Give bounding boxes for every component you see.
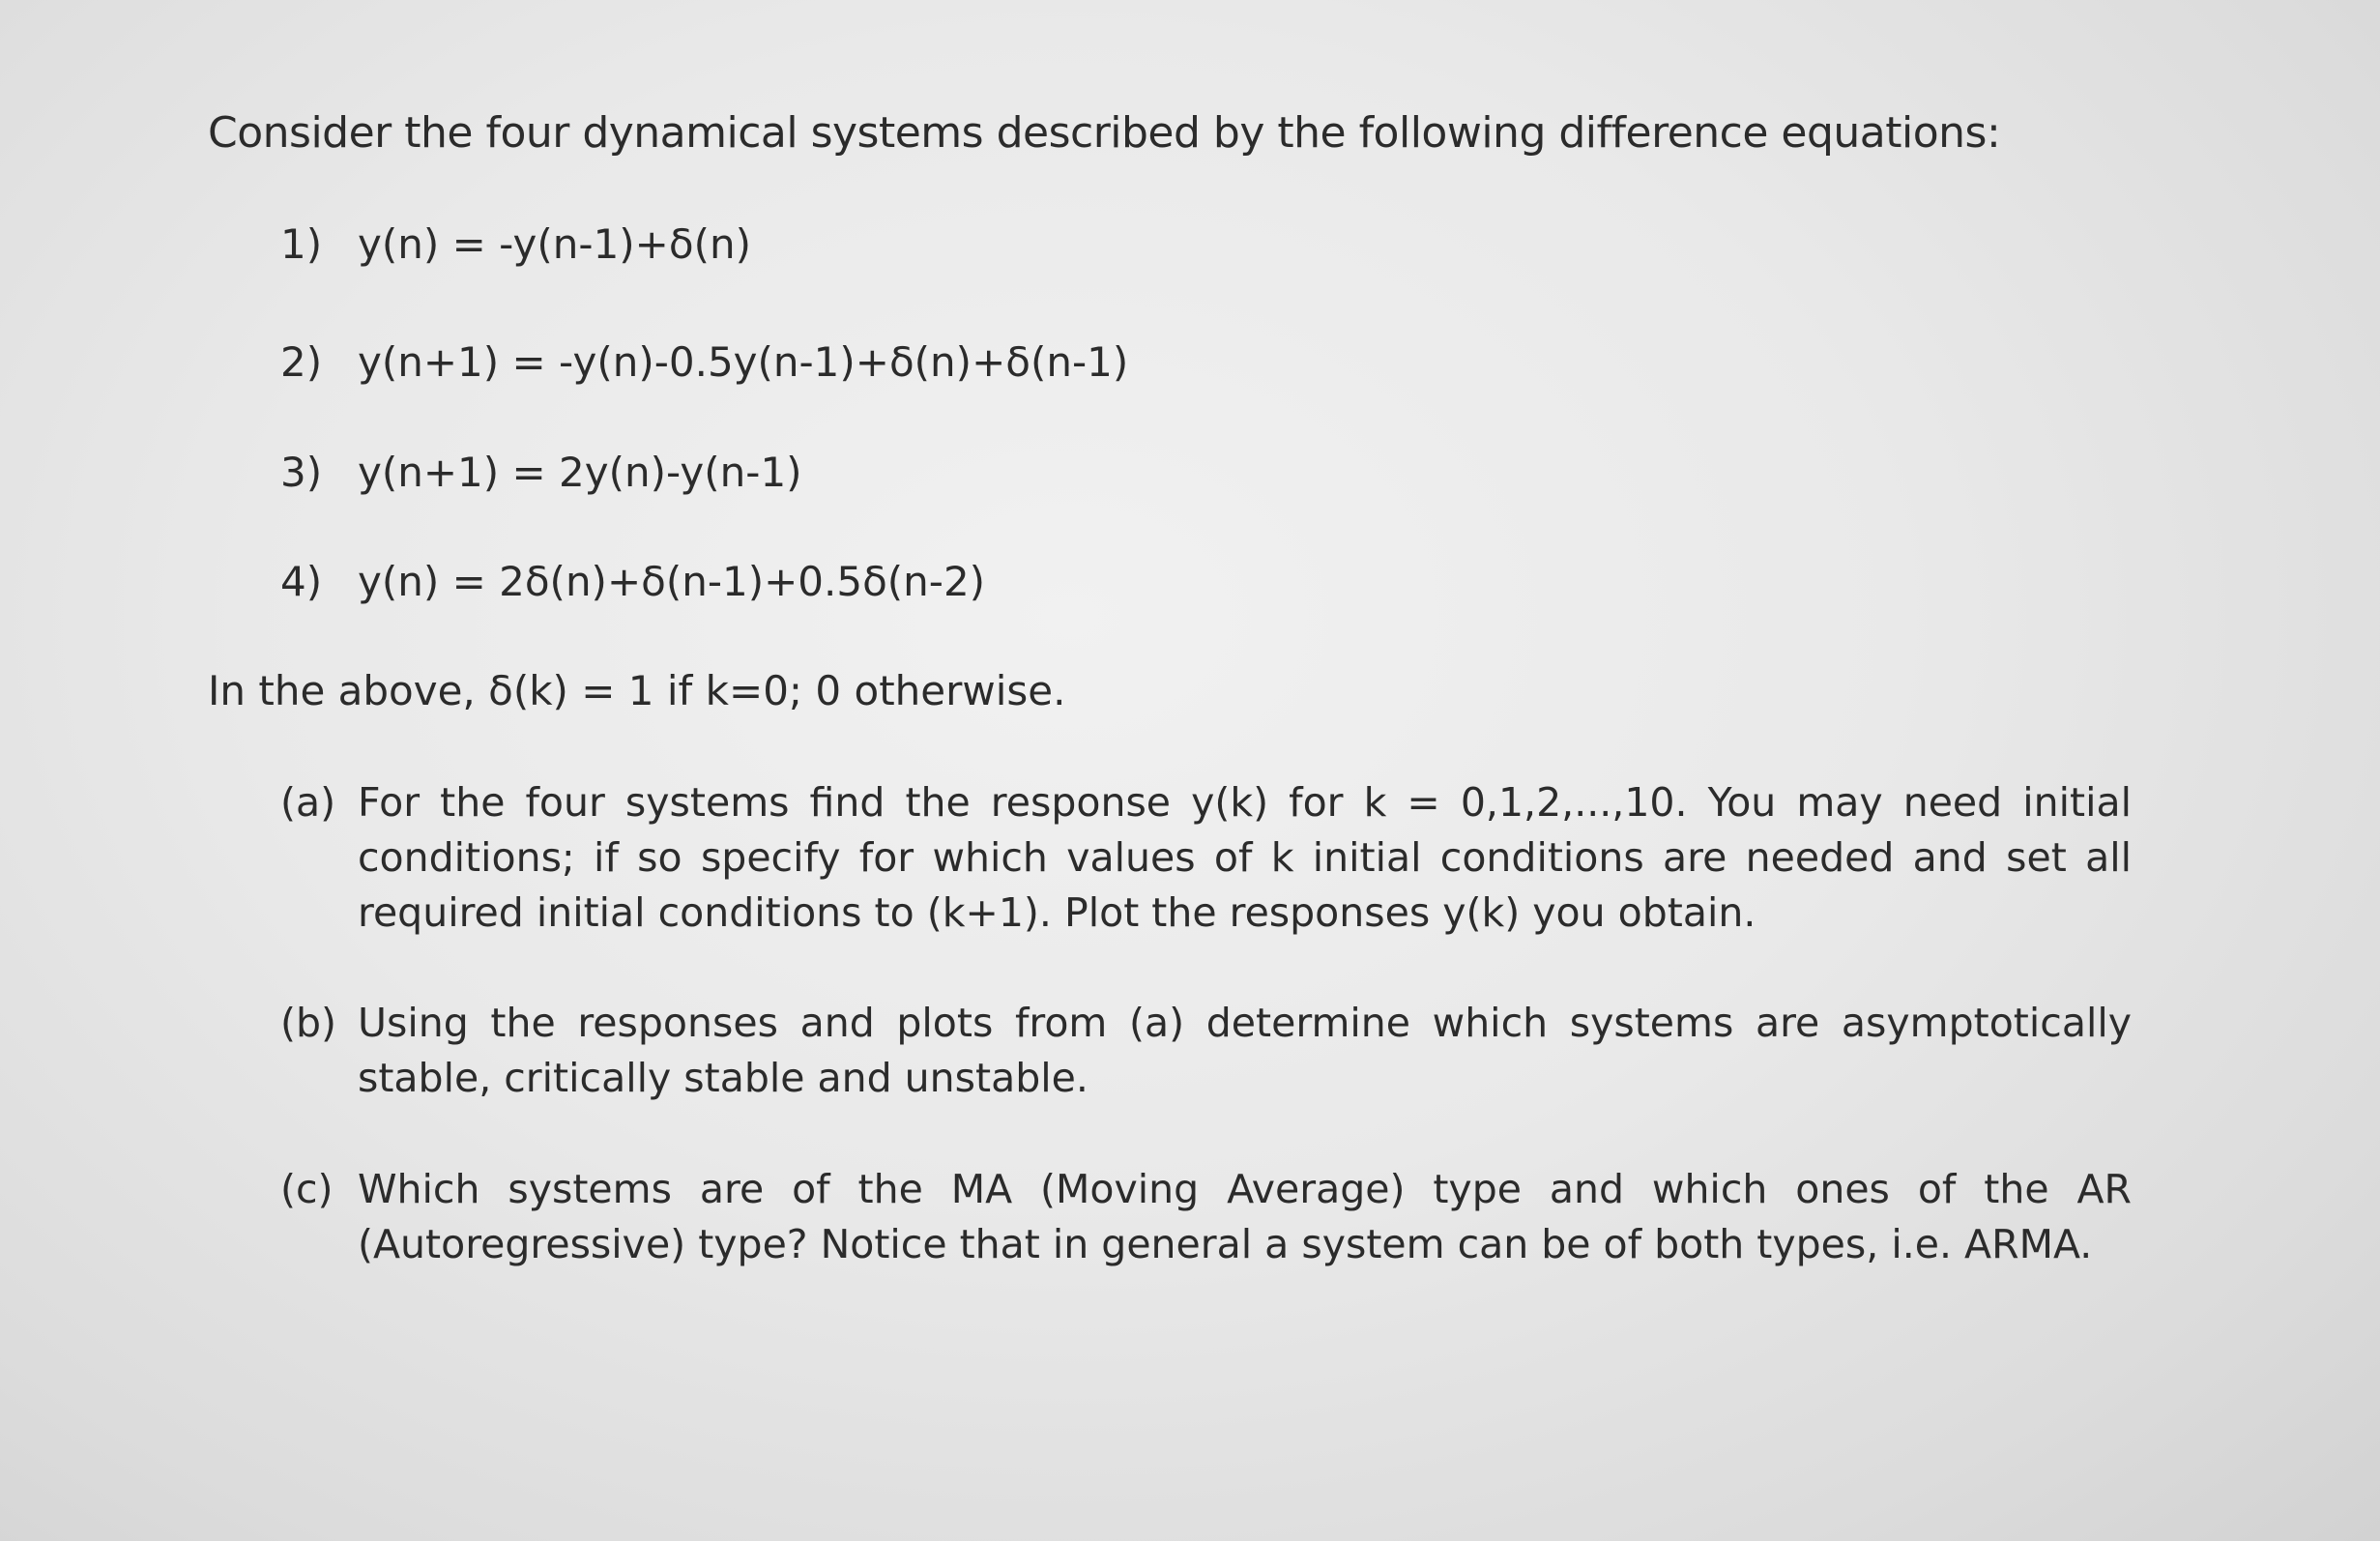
equation-expression: y(n+1) = -y(n)-0.5y(n-1)+δ(n)+δ(n-1) <box>358 338 1129 386</box>
delta-definition-note: In the above, δ(k) = 1 if k=0; 0 otherwise. <box>208 667 1066 714</box>
part-label: (b) <box>280 1000 337 1046</box>
equation-4 <box>280 558 985 605</box>
part-label: (a) <box>280 779 336 826</box>
question-part-b <box>280 996 2132 1106</box>
question-part-c <box>280 1162 2132 1272</box>
equation-number: 1) <box>280 220 323 268</box>
question-part-a <box>280 775 2132 941</box>
equation-expression: y(n+1) = 2y(n)-y(n-1) <box>358 449 802 496</box>
equation-expression: y(n) = -y(n-1)+δ(n) <box>358 220 751 268</box>
part-label: (c) <box>280 1166 334 1212</box>
equation-expression: y(n) = 2δ(n)+δ(n-1)+0.5δ(n-2) <box>358 558 986 605</box>
part-text: For the four systems find the response y(k) for k = 0,1,2,...,10. You may need initial conditions; if so specify for which values of k initial conditions are needed and set all required initial conditions to (k+1). Plot the responses y(k) you obtain. <box>358 779 2132 936</box>
equation-number: 4) <box>280 558 323 605</box>
intro-text: Consider the four dynamical systems described by the following difference equations: <box>208 108 2001 158</box>
part-text: Using the responses and plots from (a) determine which systems are asymptotically stable, critically stable and unstable. <box>358 1000 2132 1101</box>
equation-3 <box>280 449 802 496</box>
equation-number: 3) <box>280 449 323 496</box>
equation-1 <box>280 220 751 268</box>
part-text: Which systems are of the MA (Moving Average) type and which ones of the AR (Autoregressive) type? Notice that in general a system can be of both types, i.e. ARMA. <box>358 1166 2132 1267</box>
equation-2 <box>280 338 1128 386</box>
equation-number: 2) <box>280 338 323 386</box>
